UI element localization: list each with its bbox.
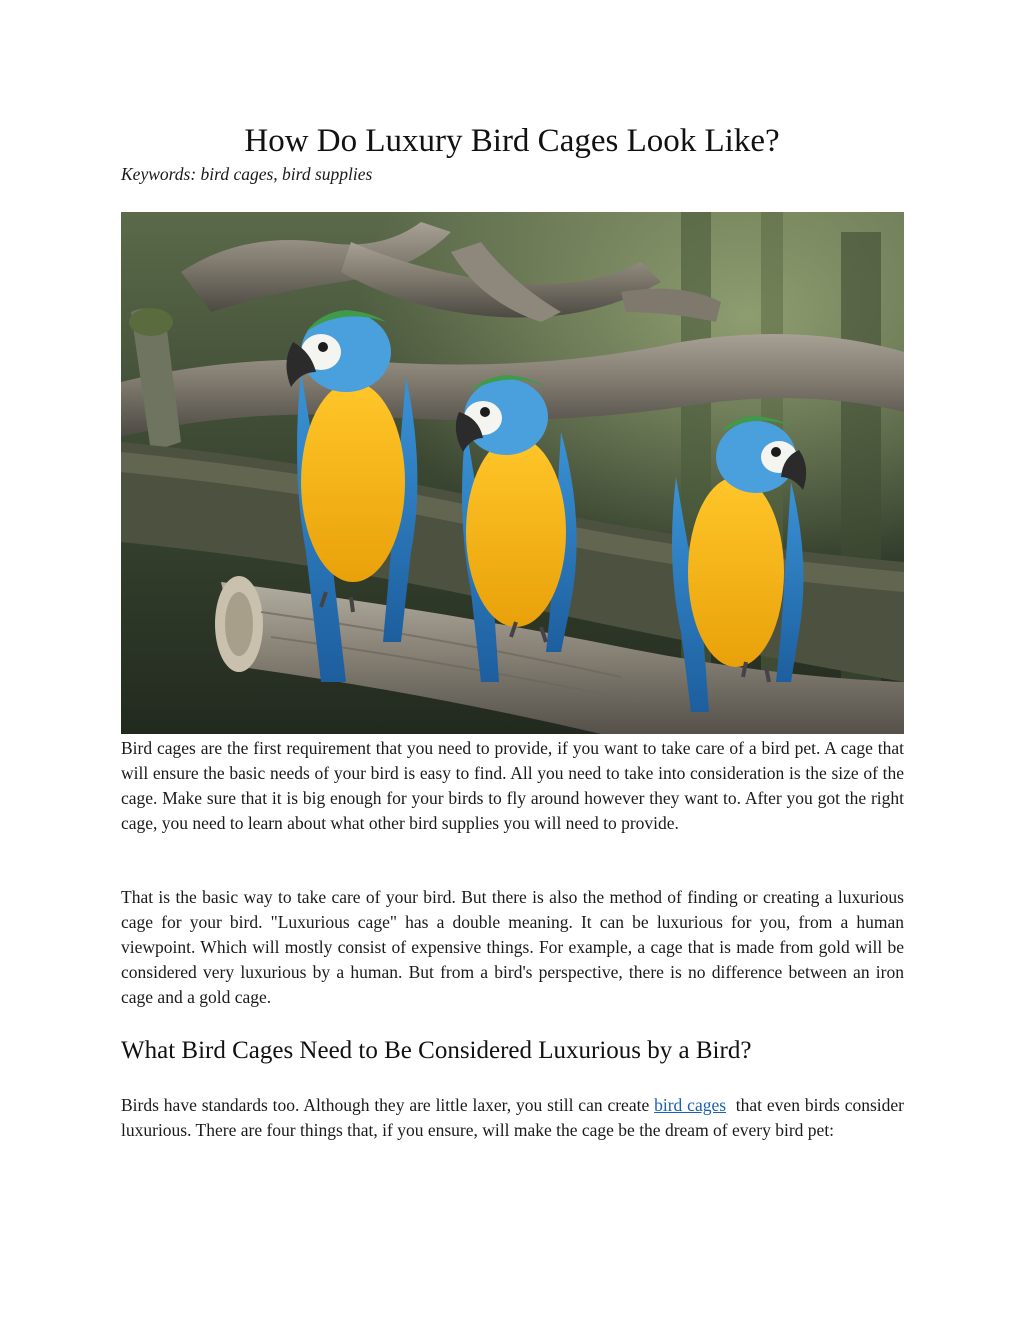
intro-paragraph: Bird cages are the first requirement that you need to provide, if you want to take care of a bird pet. A cage that will ensure the basic needs of your bird is easy to find. All you need to take into consideration is the size of the cage. Make sure that it is big enough for your birds to fly around however they want to. After you got the right cage, you need to learn about what other bird supplies you will need to provide. [121, 738, 904, 833]
page-title: How Do Luxury Bird Cages Look Like? [244, 123, 780, 159]
standards-paragraph [121, 1093, 909, 1143]
keywords-line: Keywords: bird cages, bird supplies [121, 164, 373, 184]
standards-text-before: Birds have standards too. Although they are little laxer, you still can create [121, 1095, 655, 1115]
section-heading: What Bird Cages Need to Be Considered Luxurious by a Bird? [121, 1037, 752, 1064]
luxury-paragraph: That is the basic way to take care of your bird. But there is also the method of finding or creating a luxurious cage for your bird. "Luxurious cage" has a double meaning. It can be luxurious for you, from a human viewpoint. Which will mostly consist of expensive things. For example, a cage that is made from gold will be considered very luxurious by a human. But from a bird's perspective, there is no difference between an iron cage and a gold cage. [121, 887, 904, 1007]
bird-cages-link[interactable]: bird cages [654, 1095, 727, 1115]
standards-text-after: that even birds consider luxurious. There are four things that, if you ensure, will make the cage be the dream of every bird pet: [121, 1095, 909, 1140]
macaws-photo [121, 212, 904, 734]
